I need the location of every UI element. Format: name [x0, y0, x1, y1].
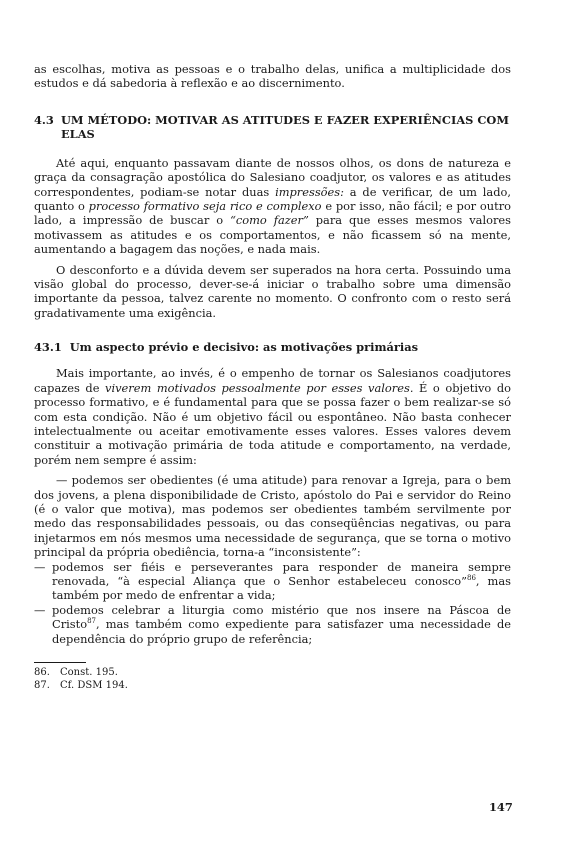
paragraph-2: O desconforto e a dúvida devem ser superados na hora certa. Possuindo uma visão global do processo, dever-se-á iniciar o trabalho sobre uma dimensão importante da pessoa, talvez carente no momento. O confronto com o resto será gradativamente uma exigência.: [34, 262, 511, 320]
section-heading: [34, 113, 511, 141]
footnote: 86. Const. 195.: [34, 667, 118, 678]
list-item: — podemos celebrar a liturgia como mistério que nos insere na Páscoa de Cristo$^{87}$, mas também como expediente para satisfazer uma necessidade de dependência do próprio grupo de referência;: [34, 602, 511, 646]
dash-list: [34, 560, 511, 646]
top-paragraph: as escolhas, motiva as pessoas e o trabalho delas, unifica a multiplicidade dos estudos e dá sabedoria à reflexão e ao discernimento.: [34, 62, 511, 91]
section-number: 4.3: [34, 112, 54, 127]
list-item: — podemos ser fiéis e perseverantes para responder de maneira sempre renovada, “à especial Aliança que o Senhor estabeleceu conosco”$^{86}$, mas também por medo de enfrentar a vida;: [34, 559, 511, 603]
subsection-title: Um aspecto prévio e decisivo: as motivações primárias: [69, 340, 419, 355]
page-number: 147: [489, 800, 513, 814]
paragraph-4: — podemos ser obedientes (é uma atitude) para renovar a Igreja, para o bem dos jovens, a plena disponibilidade de Cristo, apóstolo do Pai e servidor do Reino (é o valor que motiva), mas podemos ser obedientes também servilmente por medo das responsabilidades pessoais, ou das conseqüências negativas, ou para injetarmos em nós mesmos uma necessidade de segurança, que se torna o motivo principal da própria obediência, torna-a “inconsistente”:: [34, 473, 511, 560]
footnote-divider: [34, 662, 86, 663]
footnote-ref: 86: [466, 574, 476, 583]
footnote: 87. Cf. DSM 194.: [34, 679, 128, 691]
subsection-heading: [34, 340, 511, 354]
paragraph-1: Até aqui, enquanto passavam diante de nossos olhos, os dons de natureza e graça da consagração apostólica do Salesiano coadjutor, os valores e as atitudes correspondentes, podiam-se notar duas impressões: a de verificar, de um lado, quanto o processo formativo seja rico e complexo e por isso, não fácil; e por outro lado, a impressão de buscar o “como fazer” para que esses mesmos valores motivassem as atitudes e os comportamentos, e não ficassem só na mente, aumentando a bagagem das noções, e nada mais.: [34, 155, 511, 257]
paragraph-3: Mais importante, ao invés, é o empenho de tornar os Salesianos coadjutores capazes de viverem motivados pessoalmente por esses valores. É o objetivo do processo formativo, e é fundamental para que se possa fazer o bem realizar-se só com esta condição. Não é um objetivo fácil ou espontâneo. Não basta conhecer intelectualmente ou aceitar emotivamente esses valores. Esses valores devem constituir a motivação primária de toda atitude e comportamento, na verdade, porém nem sempre é assim:: [34, 366, 512, 467]
footnote-ref: 87: [87, 617, 97, 626]
section-title: UM MÉTODO: MOTIVAR AS ATITUDES E FAZER EXPERIÊNCIAS COM ELAS: [61, 112, 509, 141]
subsection-number: 43.1: [34, 340, 62, 355]
page-body: [34, 62, 511, 692]
